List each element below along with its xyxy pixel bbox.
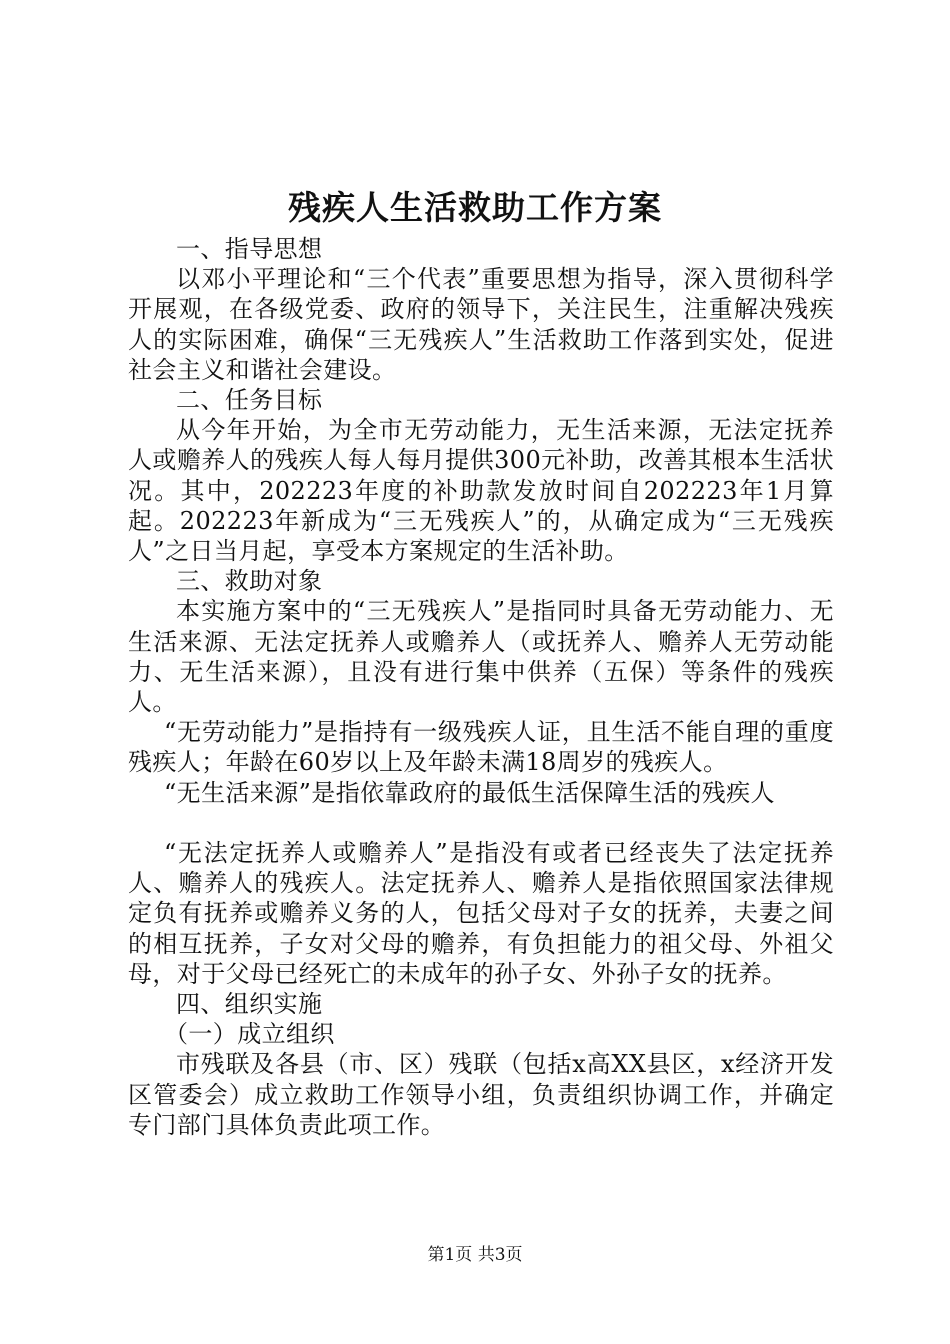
section-heading-task-goals: 二、任务目标 (176, 386, 323, 415)
paragraph-assistance-targets: 本实施方案中的“三无残疾人”是指同时具备无劳动能力、无生活来源、无法定抚养人或赡养人（或抚养人、赡养人无劳动能力、无生活来源），且没有进行集中供养（五保）等条件的残疾人。 (128, 597, 834, 717)
section-heading-assistance-targets: 三、救助对象 (176, 567, 323, 596)
paragraph-no-legal-supporter: “无法定抚养人或赡养人”是指没有或者已经丧失了法定抚养人、赡养人的残疾人。法定抚养人、赡养人是指依照国家法律规定负有抚养或赡养义务的人，包括父母对子女的抚养，夫妻之间的相互抚养，子女对父母的赡养，有负担能力的祖父母、外祖父母，对于父母已经死亡的未成年的孙子女、外孙子女的抚养。 (128, 839, 834, 988)
paragraph-task-goals: 从今年开始，为全市无劳动能力，无生活来源，无法定抚养人或赡养人的残疾人每人每月提供300元补助，改善其根本生活状况。其中，202223年度的补助款发放时间自202223年1月算起。202223年新成为“三无残疾人”的，从确定成为“三无残疾人”之日当月起，享受本方案规定的生活补助。 (128, 416, 834, 566)
section-heading-guiding-ideology: 一、指导思想 (176, 235, 323, 263)
section-heading-organization: 四、组织实施 (176, 990, 323, 1019)
paragraph-guiding-ideology: 以邓小平理论和“三个代表”重要思想为指导，深入贯彻科学开展观，在各级党委、政府的领导下，关注民生，注重解决残疾人的实际困难，确保“三无残疾人”生活救助工作落到实处，促进社会主义和谐社会建设。 (128, 265, 834, 384)
paragraph-no-income-source: “无生活来源”是指依靠政府的最低生活保障生活的残疾人 (164, 778, 775, 807)
page-footer: 第1页 共3页 (427, 1245, 523, 1265)
blank-line (128, 808, 834, 838)
paragraph-establish-organization: 市残联及各县（市、区）残联（包括x高XX县区，x经济开发区管委会）成立救助工作领导小组，负责组织协调工作，并确定专门部门具体负责此项工作。 (128, 1050, 834, 1139)
document-body (128, 234, 834, 1140)
subsection-heading-establish-organization: （一）成立组织 (164, 1020, 335, 1049)
document-title: 残疾人生活救助工作方案 (288, 188, 662, 227)
paragraph-no-labor-ability: “无劳动能力”是指持有一级残疾人证，且生活不能自理的重度残疾人；年龄在60岁以上及年龄未满18周岁的残疾人。 (128, 718, 834, 777)
